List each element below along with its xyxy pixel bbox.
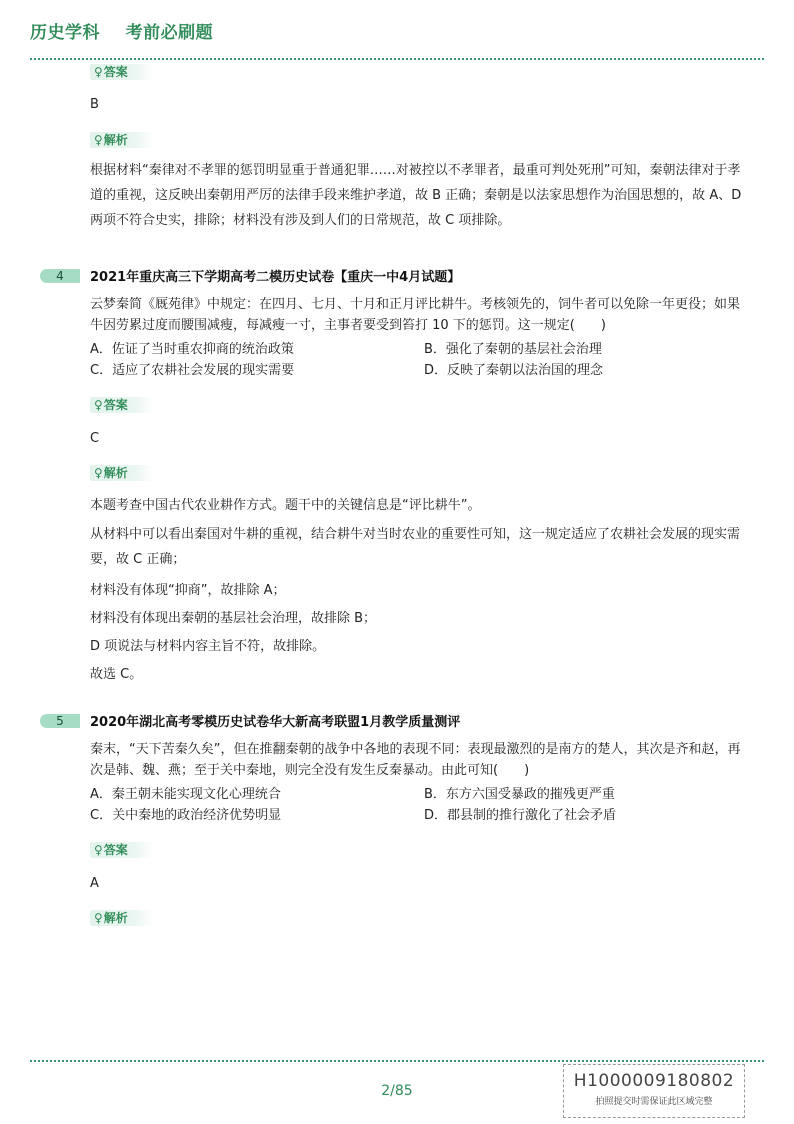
header-title: 历史学科 考前必刷题 bbox=[30, 23, 214, 43]
lightbulb-icon: ♀ bbox=[94, 398, 103, 412]
analysis-text: 根据材料“秦律对不孝罪的惩罚明显重于普通犯罪……对被控以不孝罪者，最重可判处死刑”可知，秦朝法律对于孝道的重视，这反映出秦朝用严厉的法律手段来维护孝道，故 B 正确；秦朝是以法家思想作为治国思想的，故 A、D 两项不符合史实，排除；材料没有涉及到人们的日常规范，故 C 项排除。 bbox=[90, 163, 742, 228]
photo-id-box bbox=[563, 1064, 745, 1118]
header-divider bbox=[30, 58, 764, 60]
photo-note: 拍照提交时需保证此区域完整 bbox=[595, 1097, 713, 1107]
answer-value: C bbox=[90, 431, 100, 446]
analysis-line: 从材料中可以看出秦国对牛耕的重视，结合耕牛对当时农业的重要性可知，这一规定适应了农耕社会发展的现实需要，故 C 正确； bbox=[90, 527, 741, 567]
question-number: 4 bbox=[40, 269, 80, 283]
option-b: B．强化了秦朝的基层社会治理 bbox=[424, 342, 602, 357]
answer-value: B bbox=[90, 97, 99, 112]
option-c: C．关中秦地的政治经济优势明显 bbox=[90, 808, 282, 823]
option-b: B．东方六国受暴政的摧残更严重 bbox=[424, 787, 615, 802]
analysis-line: 材料没有体现出秦朝的基层社会治理，故排除 B； bbox=[90, 611, 377, 626]
document-code: H1000009180802 bbox=[573, 1071, 735, 1091]
answer-tag: ♀答案 bbox=[90, 842, 154, 858]
option-a: A．佐证了当时重农抑商的统治政策 bbox=[90, 342, 294, 357]
lightbulb-icon: ♀ bbox=[94, 133, 103, 147]
question-source: 2020年湖北高考零模历史试卷华大新高考联盟1月教学质量测评 bbox=[90, 715, 461, 730]
option-d: D．反映了秦朝以法治国的理念 bbox=[424, 363, 604, 378]
option-c: C．适应了农耕社会发展的现实需要 bbox=[90, 363, 295, 378]
analysis-tag: ♀解析 bbox=[90, 910, 154, 926]
lightbulb-icon: ♀ bbox=[94, 466, 103, 480]
answer-value: A bbox=[90, 876, 99, 891]
page-number: 2/85 bbox=[381, 1083, 413, 1099]
analysis-line: 材料没有体现“抑商”，故排除 A； bbox=[90, 583, 286, 598]
question-stem: 云梦秦简《厩苑律》中规定：在四月、七月、十月和正月评比耕牛。考核领先的，饲牛者可以免除一年更役；如果牛因劳累过度而腰围减瘦，每减瘦一寸，主事者要受到笞打 10 下的惩罚。这一规定( ) bbox=[90, 297, 741, 333]
lightbulb-icon: ♀ bbox=[94, 911, 103, 925]
lightbulb-icon: ♀ bbox=[94, 65, 103, 79]
analysis-line: 本题考查中国古代农业耕作方式。题干中的关键信息是“评比耕牛”。 bbox=[90, 498, 481, 513]
answer-tag: ♀答案 bbox=[90, 64, 154, 80]
option-d: D．郡县制的推行激化了社会矛盾 bbox=[424, 808, 617, 823]
analysis-line: 故选 C。 bbox=[90, 667, 143, 682]
footer-divider bbox=[30, 1060, 764, 1062]
lightbulb-icon: ♀ bbox=[94, 843, 103, 857]
analysis-tag: ♀解析 bbox=[90, 465, 154, 481]
question-number: 5 bbox=[40, 714, 80, 728]
question-source: 2021年重庆高三下学期高考二模历史试卷【重庆一中4月试题】 bbox=[90, 270, 461, 285]
answer-tag: ♀答案 bbox=[90, 397, 154, 413]
analysis-tag: ♀解析 bbox=[90, 132, 154, 148]
question-stem: 秦末，“天下苦秦久矣”，但在推翻秦朝的战争中各地的表现不同：表现最激烈的是南方的楚人，其次是齐和赵，再次是韩、魏、燕；至于关中秦地，则完全没有发生反秦暴动。由此可知( ) bbox=[90, 742, 741, 778]
option-a: A．秦王朝未能实现文化心理统合 bbox=[90, 787, 281, 802]
analysis-line: D 项说法与材料内容主旨不符，故排除。 bbox=[90, 639, 326, 654]
